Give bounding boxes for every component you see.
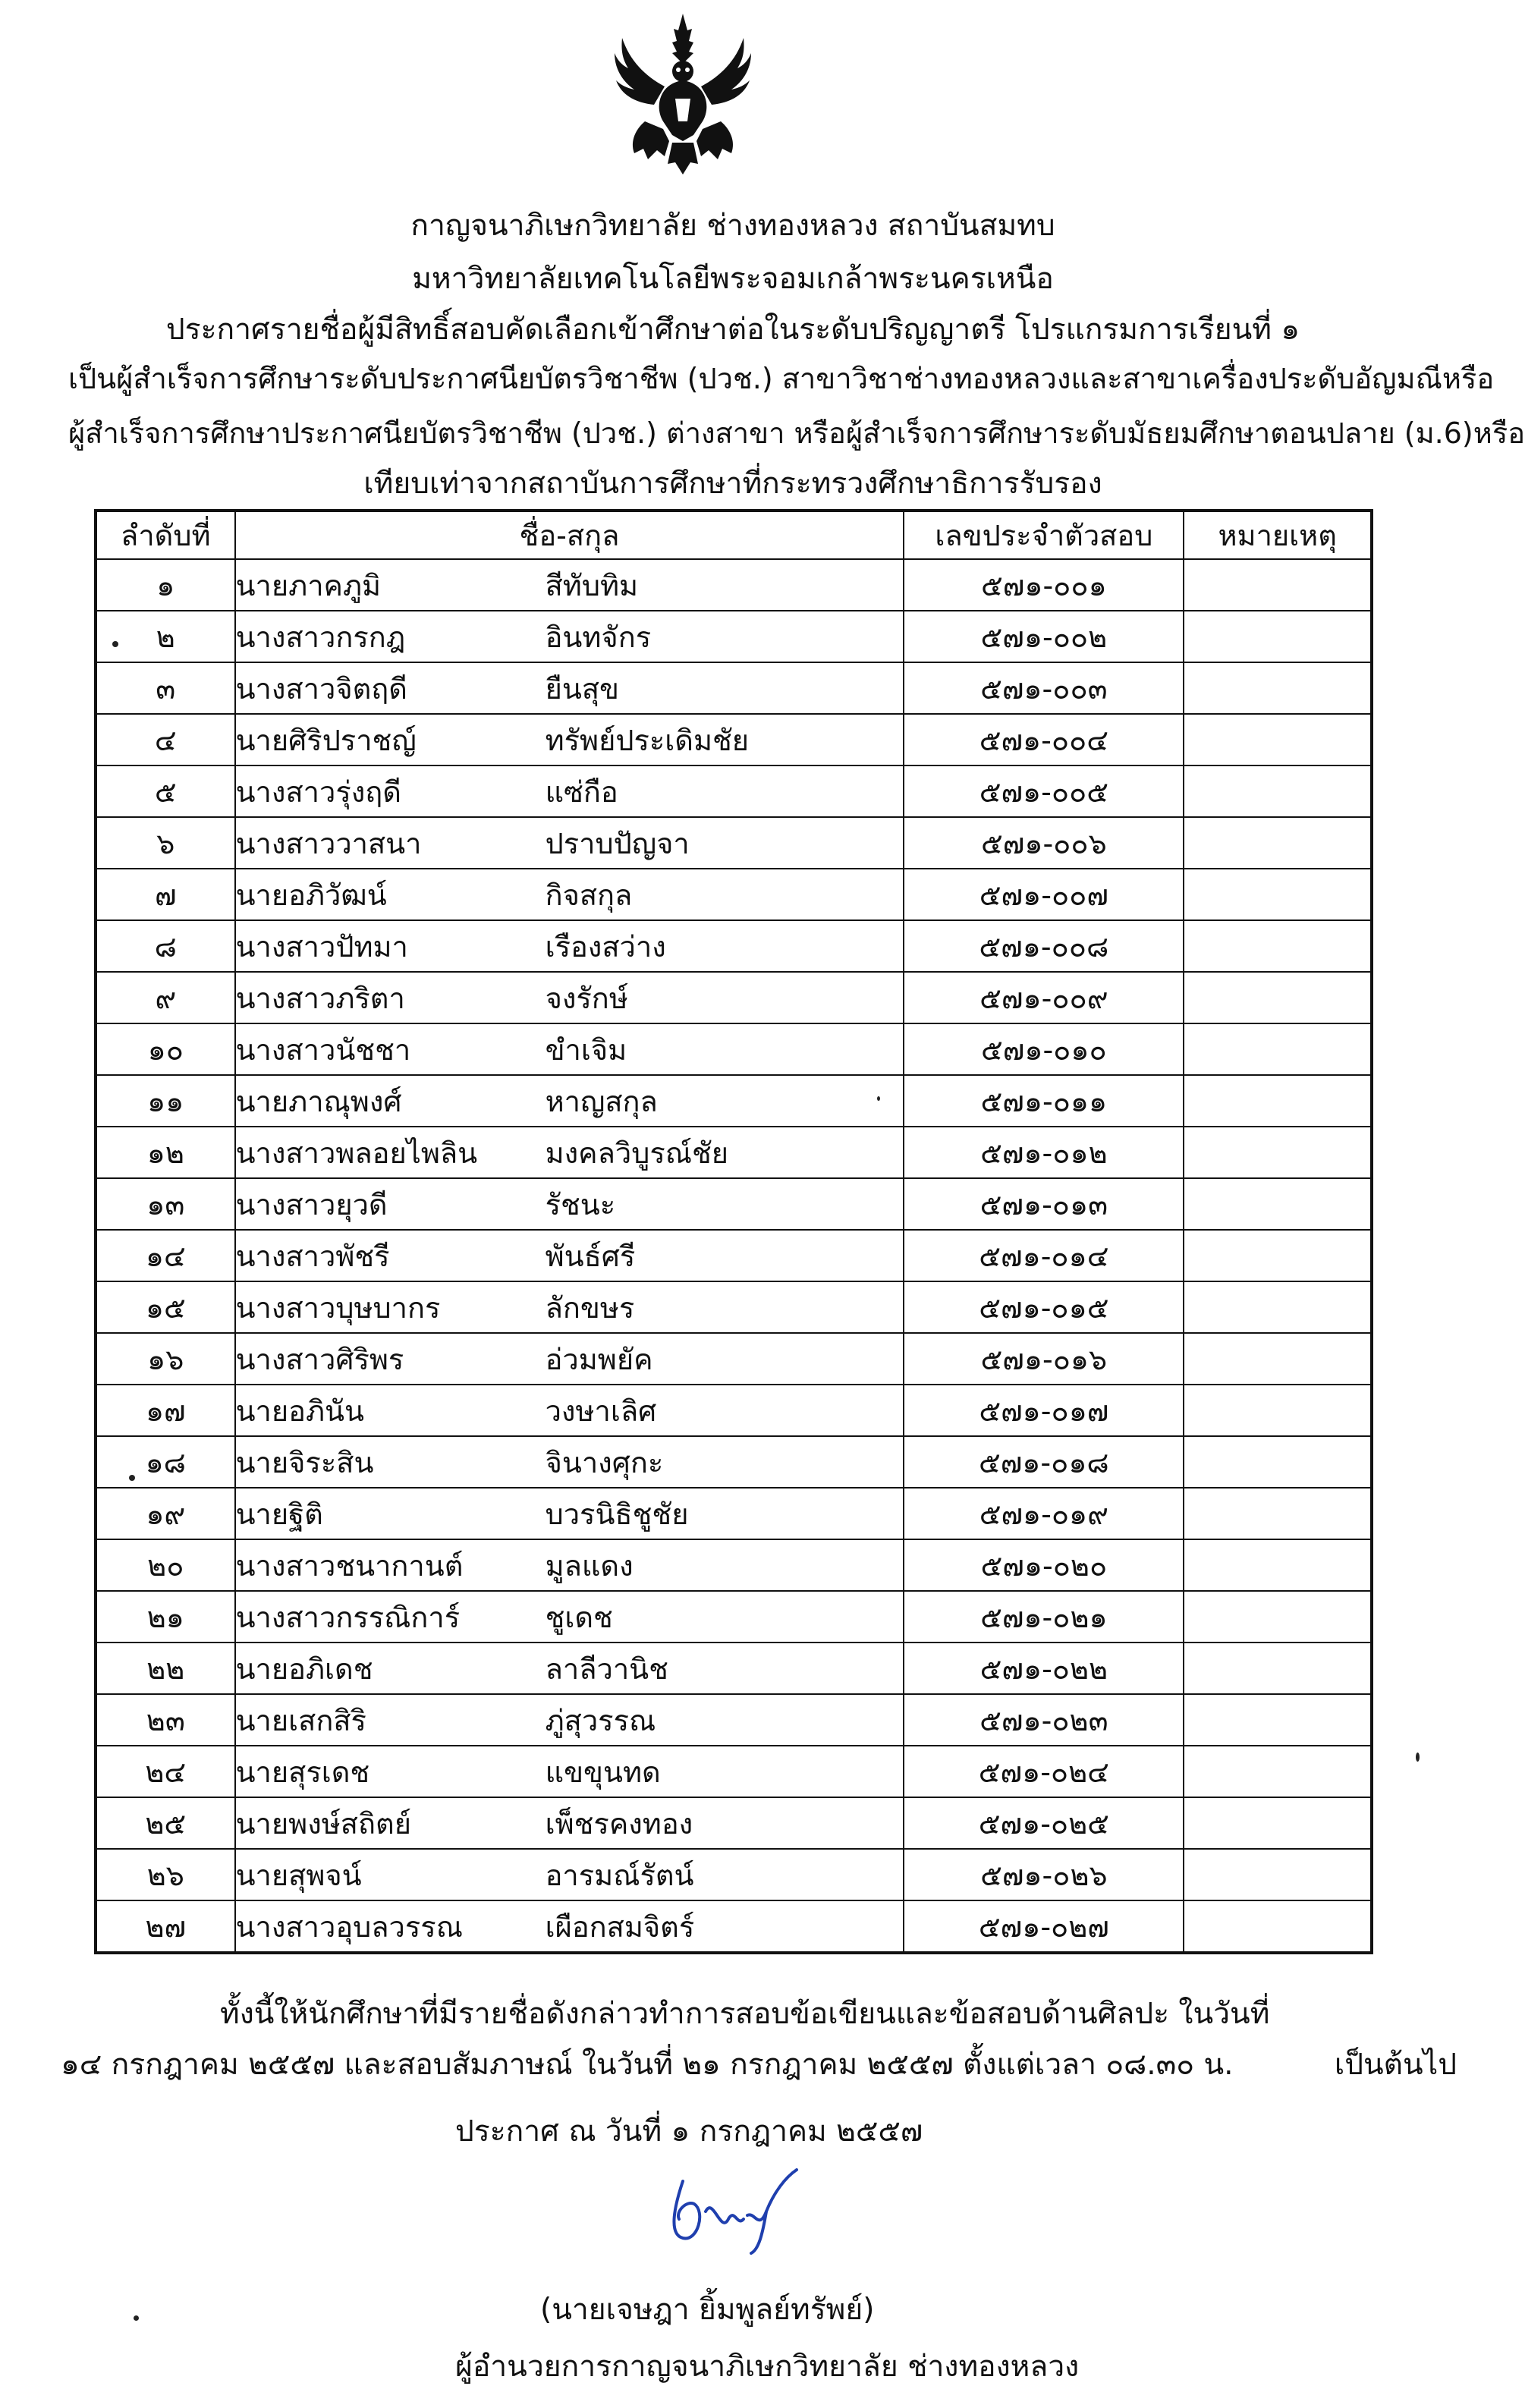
row-order: ๒: [96, 611, 235, 662]
row-remark: [1184, 1333, 1372, 1385]
row-first-name: นางสาวชนากานต์: [235, 1548, 464, 1583]
row-order: ๑๖: [96, 1333, 235, 1385]
row-exam-id: ๕๗๑-๐๐๑: [904, 559, 1184, 611]
row-remark: [1184, 1797, 1372, 1849]
row-exam-id: ๕๗๑-๐๑๘: [904, 1436, 1184, 1488]
row-order: ๑๑: [96, 1075, 235, 1127]
signer-title: ผู้อำนวยการกาญจนาภิเษกวิทยาลัย ช่างทองหลวง: [455, 2350, 1080, 2384]
row-full-name: [235, 1075, 904, 1127]
row-first-name: นางสาวพัชรี: [235, 1239, 390, 1273]
column-header-name: ชื่อ-สกุล: [235, 511, 904, 559]
row-last-name: รัชนะ: [545, 1187, 616, 1221]
row-last-name: ชูเดช: [545, 1600, 613, 1634]
row-exam-id: ๕๗๑-๐๐๖: [904, 817, 1184, 869]
row-last-name: ลักขษร: [545, 1290, 635, 1325]
row-order: ๒๔: [96, 1746, 235, 1797]
row-remark: [1184, 1900, 1372, 1953]
row-last-name: เรืองสว่าง: [545, 929, 666, 964]
row-exam-id: ๕๗๑-๐๐๒: [904, 611, 1184, 662]
header-line-3: ประกาศรายชื่อผู้มีสิทธิ์สอบคัดเลือกเข้าศึกษาต่อในระดับปริญญาตรี โปรแกรมการเรียนที่ ๑: [165, 313, 1300, 347]
table-row: [96, 869, 1372, 920]
table-row: [96, 1900, 1372, 1953]
row-last-name: วงษาเลิศ: [545, 1394, 657, 1428]
row-last-name: มงคลวิบูรณ์ชัย: [545, 1136, 729, 1170]
row-order: ๑๙: [96, 1488, 235, 1539]
row-last-name: แซ่กือ: [545, 775, 618, 809]
row-first-name: นางสาวยุวดี: [235, 1187, 388, 1221]
header-line-5-text: ผู้สำเร็จการศึกษาประกาศนียบัตรวิชาชีพ (ปวช.) ต่างสาขา หรือผู้สำเร็จการศึกษาระดับมัธยมศึกษาตอนปลาย (ม.6): [68, 417, 1473, 450]
row-exam-id: ๕๗๑-๐๑๙: [904, 1488, 1184, 1539]
table-row: [96, 765, 1372, 817]
row-last-name: อินทจักร: [545, 620, 652, 654]
row-remark: [1184, 869, 1372, 920]
signer-name: (นายเจษฎา ยิ้มพูลย์ทรัพย์): [540, 2293, 875, 2327]
row-exam-id: ๕๗๑-๐๒๖: [904, 1849, 1184, 1900]
row-full-name: [235, 1694, 904, 1746]
row-remark: [1184, 1385, 1372, 1436]
row-first-name: นายศิริปราชญ์: [235, 723, 417, 757]
header-line-6: เทียบเท่าจากสถาบันการศึกษาที่กระทรวงศึกษาธิการรับรอง: [363, 467, 1102, 501]
table-row: [96, 972, 1372, 1023]
row-first-name: นางสาวปัทมา: [235, 929, 408, 964]
row-remark: [1184, 1849, 1372, 1900]
row-exam-id: ๕๗๑-๐๒๗: [904, 1900, 1184, 1953]
table-row: [96, 559, 1372, 611]
row-exam-id: ๕๗๑-๐๒๔: [904, 1746, 1184, 1797]
row-remark: [1184, 1746, 1372, 1797]
table-row: [96, 1436, 1372, 1488]
notice-paragraph-line-1: ทั้งนี้ให้นักศึกษาที่มีรายชื่อดังกล่าวทำการสอบข้อเขียนและข้อสอบด้านศิลปะ ในวันที่: [220, 1997, 1270, 2031]
row-exam-id: ๕๗๑-๐๐๙: [904, 972, 1184, 1023]
row-last-name: ยืนสุข: [545, 671, 619, 706]
row-last-name: พันธ์ศรี: [545, 1239, 636, 1273]
row-full-name: [235, 1746, 904, 1797]
row-last-name: อารมณ์รัตน์: [545, 1858, 694, 1892]
row-last-name: เผือกสมจิตร์: [545, 1910, 695, 1944]
row-order: ๔: [96, 714, 235, 765]
table-header-row: [96, 511, 1372, 559]
header-line-2: มหาวิทยาลัยเทคโนโลยีพระจอมเกล้าพระนครเหนือ: [412, 262, 1054, 296]
row-full-name: [235, 1436, 904, 1488]
row-exam-id: ๕๗๑-๐๒๓: [904, 1694, 1184, 1746]
row-order: ๑๔: [96, 1230, 235, 1281]
row-first-name: นายอภินัน: [235, 1394, 364, 1428]
row-order: ๒๗: [96, 1900, 235, 1953]
row-exam-id: ๕๗๑-๐๑๓: [904, 1178, 1184, 1230]
header-line-4-or: หรือ: [1442, 362, 1495, 395]
row-full-name: [235, 611, 904, 662]
row-first-name: นายเสกสิริ: [235, 1703, 366, 1737]
notice-line-2-end: เป็นต้นไป: [1334, 2048, 1457, 2082]
row-order: ๒๕: [96, 1797, 235, 1849]
row-full-name: [235, 869, 904, 920]
row-first-name: นางสาวจิตฤดี: [235, 671, 407, 706]
row-order: ๓: [96, 662, 235, 714]
row-last-name: สีทับทิม: [545, 568, 639, 602]
table-row: [96, 1746, 1372, 1797]
table-row: [96, 1178, 1372, 1230]
row-exam-id: ๕๗๑-๐๐๓: [904, 662, 1184, 714]
row-last-name: ทรัพย์ประเดิมชัย: [545, 723, 750, 757]
row-full-name: [235, 1849, 904, 1900]
table-row: [96, 1849, 1372, 1900]
row-full-name: [235, 1230, 904, 1281]
row-first-name: นางสาวกรรณิการ์: [235, 1600, 461, 1634]
row-first-name: นางสาวบุษบากร: [235, 1290, 441, 1325]
signature-image: [652, 2166, 804, 2257]
row-first-name: นางสาวพลอยไพลิน: [235, 1136, 478, 1170]
row-first-name: นางสาวรุ่งฤดี: [235, 775, 401, 809]
row-full-name: [235, 972, 904, 1023]
row-last-name: เพ็ชรคงทอง: [545, 1806, 693, 1841]
row-exam-id: ๕๗๑-๐๐๕: [904, 765, 1184, 817]
row-first-name: นางสาววาสนา: [235, 826, 422, 860]
table-row: [96, 1539, 1372, 1591]
row-last-name: อ่วมพยัค: [545, 1342, 653, 1376]
row-exam-id: ๕๗๑-๐๑๑: [904, 1075, 1184, 1127]
table-row: [96, 1127, 1372, 1178]
row-remark: [1184, 1127, 1372, 1178]
table-row: [96, 1333, 1372, 1385]
row-remark: [1184, 611, 1372, 662]
scan-speck: [134, 2315, 139, 2321]
row-exam-id: ๕๗๑-๐๒๑: [904, 1591, 1184, 1643]
table-row: [96, 920, 1372, 972]
row-full-name: [235, 765, 904, 817]
row-full-name: [235, 920, 904, 972]
header-line-4-text: เป็นผู้สำเร็จการศึกษาระดับประกาศนียบัตรวิชาชีพ (ปวช.) สาขาวิชาช่างทองหลวงและสาขาเครื่องประดับอัญมณี: [68, 362, 1442, 395]
row-exam-id: ๕๗๑-๐๑๖: [904, 1333, 1184, 1385]
table-row: [96, 611, 1372, 662]
row-remark: [1184, 1488, 1372, 1539]
column-header-remark: หมายเหตุ: [1184, 511, 1372, 559]
row-first-name: นายอภิเดช: [235, 1652, 373, 1686]
row-exam-id: ๕๗๑-๐๑๗: [904, 1385, 1184, 1436]
row-remark: [1184, 1643, 1372, 1694]
row-first-name: นางสาวนัชชา: [235, 1033, 411, 1067]
table-row: [96, 1591, 1372, 1643]
row-last-name: ขำเจิม: [545, 1033, 627, 1067]
row-first-name: นางสาวอุบลวรรณ: [235, 1910, 463, 1944]
row-remark: [1184, 1539, 1372, 1591]
row-last-name: จงรักษ์: [545, 981, 628, 1015]
row-first-name: นางสาวศิริพร: [235, 1342, 404, 1376]
header-line-4: [68, 362, 1495, 395]
scan-speck: [1416, 1753, 1420, 1762]
row-exam-id: ๕๗๑-๐๑๕: [904, 1281, 1184, 1333]
row-remark: [1184, 714, 1372, 765]
column-header-order: ลำดับที่: [96, 511, 235, 559]
row-exam-id: ๕๗๑-๐๑๐: [904, 1023, 1184, 1075]
scan-speck: [877, 1096, 880, 1101]
row-first-name: นายสุรเดช: [235, 1755, 370, 1789]
row-order: ๑๘: [96, 1436, 235, 1488]
row-first-name: นายฐิติ: [235, 1497, 323, 1531]
table-row: [96, 1643, 1372, 1694]
row-full-name: [235, 1643, 904, 1694]
row-last-name: หาญสกุล: [545, 1084, 658, 1118]
table-row: [96, 1281, 1372, 1333]
row-full-name: [235, 1488, 904, 1539]
announce-date: ประกาศ ณ วันที่ ๑ กรกฎาคม ๒๕๕๗: [455, 2114, 923, 2149]
row-first-name: นางสาวกรกฎ: [235, 620, 406, 654]
row-full-name: [235, 1385, 904, 1436]
row-order: ๙: [96, 972, 235, 1023]
scan-speck: [112, 641, 118, 647]
row-order: ๑๗: [96, 1385, 235, 1436]
row-order: ๑: [96, 559, 235, 611]
row-first-name: นางสาวภริตา: [235, 981, 405, 1015]
table-row: [96, 1488, 1372, 1539]
garuda-emblem-icon: [599, 8, 766, 186]
notice-paragraph-line-2: [61, 2050, 1457, 2080]
row-full-name: [235, 559, 904, 611]
row-full-name: [235, 1178, 904, 1230]
row-full-name: [235, 817, 904, 869]
header-line-1: กาญจนาภิเษกวิทยาลัย ช่างทองหลวง สถาบันสมทบ: [410, 209, 1055, 243]
row-remark: [1184, 765, 1372, 817]
row-remark: [1184, 1075, 1372, 1127]
row-last-name: ปราบปัญจา: [545, 826, 690, 860]
row-order: ๑๓: [96, 1178, 235, 1230]
row-order: ๒๑: [96, 1591, 235, 1643]
row-order: ๒๐: [96, 1539, 235, 1591]
row-remark: [1184, 1436, 1372, 1488]
row-first-name: นายภาณุพงศ์: [235, 1084, 402, 1118]
row-exam-id: ๕๗๑-๐๐๔: [904, 714, 1184, 765]
row-last-name: แขขุนทด: [545, 1755, 661, 1789]
notice-line-2-text: ๑๔ กรกฎาคม ๒๕๕๗ และสอบสัมภาษณ์ ในวันที่ ๒๑ กรกฎาคม ๒๕๕๗ ตั้งแต่เวลา ๐๘.๓๐ น.: [61, 2048, 1234, 2082]
table-row: [96, 1230, 1372, 1281]
table-row: [96, 1385, 1372, 1436]
row-order: ๘: [96, 920, 235, 972]
table-row: [96, 714, 1372, 765]
row-last-name: มูลแดง: [545, 1548, 634, 1583]
table-row: [96, 662, 1372, 714]
row-remark: [1184, 972, 1372, 1023]
row-remark: [1184, 1694, 1372, 1746]
row-exam-id: ๕๗๑-๐๒๕: [904, 1797, 1184, 1849]
row-remark: [1184, 1178, 1372, 1230]
row-order: ๒๓: [96, 1694, 235, 1746]
row-order: ๗: [96, 869, 235, 920]
row-order: ๑๒: [96, 1127, 235, 1178]
row-order: ๕: [96, 765, 235, 817]
header-line-5-or: หรือ: [1473, 417, 1525, 450]
row-remark: [1184, 559, 1372, 611]
row-first-name: นายสุพจน์: [235, 1858, 362, 1892]
row-exam-id: ๕๗๑-๐๐๘: [904, 920, 1184, 972]
row-last-name: กิจสกุล: [545, 878, 633, 912]
row-exam-id: ๕๗๑-๐๑๔: [904, 1230, 1184, 1281]
row-full-name: [235, 1900, 904, 1953]
row-full-name: [235, 662, 904, 714]
row-exam-id: ๕๗๑-๐๒๐: [904, 1539, 1184, 1591]
row-full-name: [235, 1333, 904, 1385]
row-order: ๖: [96, 817, 235, 869]
header-line-5: [68, 417, 1525, 450]
row-remark: [1184, 920, 1372, 972]
table-row: [96, 1023, 1372, 1075]
row-remark: [1184, 1230, 1372, 1281]
row-full-name: [235, 1023, 904, 1075]
table-row: [96, 1075, 1372, 1127]
row-first-name: นายจิระสิน: [235, 1445, 374, 1479]
row-exam-id: ๕๗๑-๐๑๒: [904, 1127, 1184, 1178]
row-exam-id: ๕๗๑-๐๐๗: [904, 869, 1184, 920]
row-last-name: จินางศุกะ: [545, 1445, 664, 1479]
row-first-name: นายพงษ์สถิตย์: [235, 1806, 411, 1841]
row-order: ๑๐: [96, 1023, 235, 1075]
row-remark: [1184, 1591, 1372, 1643]
row-order: ๒๖: [96, 1849, 235, 1900]
row-remark: [1184, 1281, 1372, 1333]
row-remark: [1184, 817, 1372, 869]
row-remark: [1184, 662, 1372, 714]
row-last-name: บวรนิธิชูชัย: [545, 1497, 689, 1531]
row-first-name: นายภาคภูมิ: [235, 568, 382, 602]
column-header-exam-id: เลขประจำตัวสอบ: [904, 511, 1184, 559]
row-full-name: [235, 1797, 904, 1849]
row-last-name: ภู่สุวรรณ: [545, 1703, 656, 1737]
candidate-table: [94, 509, 1373, 1954]
table-row: [96, 1797, 1372, 1849]
row-order: ๑๕: [96, 1281, 235, 1333]
row-full-name: [235, 714, 904, 765]
row-remark: [1184, 1023, 1372, 1075]
row-full-name: [235, 1539, 904, 1591]
table-row: [96, 1694, 1372, 1746]
scan-speck: [129, 1475, 135, 1481]
row-first-name: นายอภิวัฒน์: [235, 878, 387, 912]
row-exam-id: ๕๗๑-๐๒๒: [904, 1643, 1184, 1694]
row-full-name: [235, 1281, 904, 1333]
row-last-name: ลาลีวานิช: [545, 1652, 668, 1686]
row-order: ๒๒: [96, 1643, 235, 1694]
row-full-name: [235, 1127, 904, 1178]
table-row: [96, 817, 1372, 869]
row-full-name: [235, 1591, 904, 1643]
